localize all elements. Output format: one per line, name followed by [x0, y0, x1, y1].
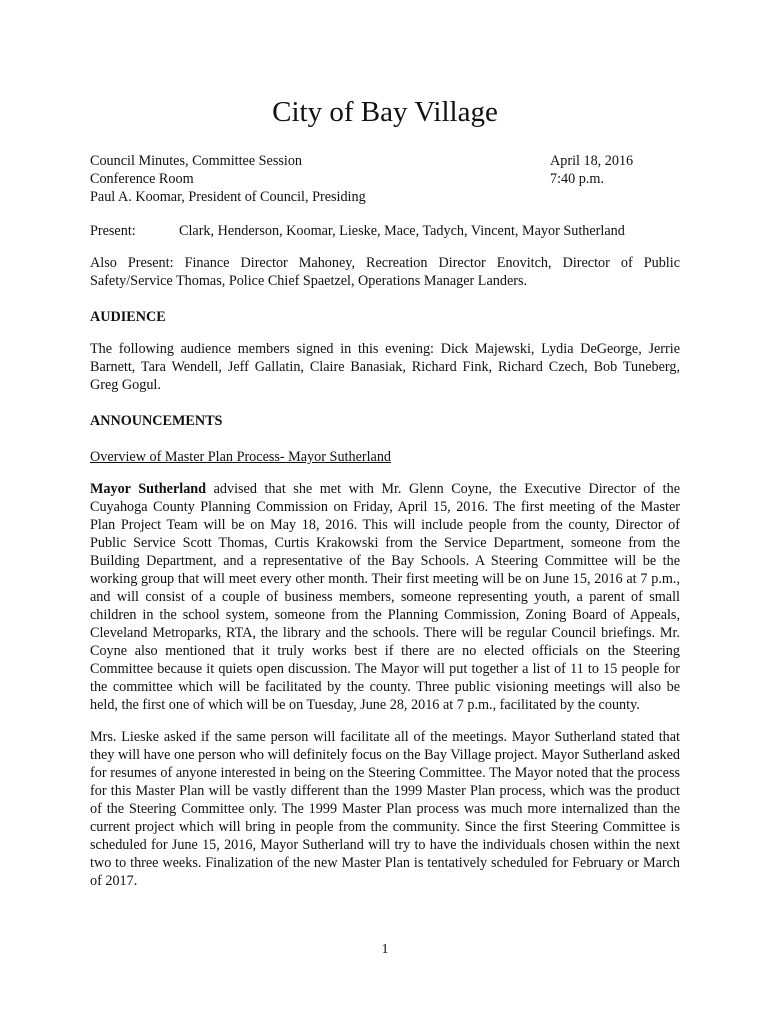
- lieske-paragraph: Mrs. Lieske asked if the same person will facilitate all of the meetings. Mayor Sutherland stated that they will have one person who will definitely focus on the Bay Village project. Mayor Sutherland asked for resumes of anyone interested in being on the Steering Committee. The Mayor noted that the process for this Master Plan will be vastly different than the 1999 Master Plan process, which was the product of the Steering Committee only. The 1999 Master Plan process was much more internalized than the current project which will bring in people from the community. Since the first Steering Committee is scheduled for June 15, 2016, Mayor Sutherland will try to have the individuals chosen within the next two to three weeks. Finalization of the new Master Plan is tentatively scheduled for February or March of 2017.: [90, 729, 680, 889]
- audience-paragraph: The following audience members signed in this evening: Dick Majewski, Lydia DeGeorge, Jerrie Barnett, Tara Wendell, Jeff Gallatin, Claire Banasiak, Richard Fink, Richard Czech, Bob Tuneberg, Greg Gogul.: [90, 341, 680, 393]
- mayor-name-lead: Mayor Sutherland: [90, 481, 207, 497]
- mayor-paragraph: [90, 480, 680, 714]
- header-row-3: [90, 188, 680, 206]
- header-row-1: [90, 152, 680, 170]
- present-label: Present:: [90, 223, 136, 239]
- meeting-location: Conference Room: [90, 171, 194, 187]
- also-present-paragraph: Also Present: Finance Director Mahoney, Recreation Director Enovitch, Director of Public Safety/Service Thomas, Police Chief Spaetzel, Operations Manager Landers.: [90, 255, 680, 289]
- document-page: [90, 94, 680, 890]
- document-title: City of Bay Village: [272, 96, 498, 128]
- meeting-time: 7:40 p.m.: [550, 171, 604, 187]
- audience-heading: AUDIENCE: [90, 309, 166, 325]
- master-plan-subheading: Overview of Master Plan Process- Mayor Sutherland: [90, 449, 392, 465]
- present-line: [90, 222, 680, 240]
- session-type: Council Minutes, Committee Session: [90, 153, 303, 169]
- presiding-officer: Paul A. Koomar, President of Council, Presiding: [90, 189, 366, 205]
- header-row-2: [90, 170, 680, 188]
- announcements-heading: ANNOUNCEMENTS: [90, 413, 223, 429]
- meeting-date: April 18, 2016: [550, 153, 634, 169]
- page-number: 1: [381, 942, 389, 957]
- mayor-paragraph-body: advised that she met with Mr. Glenn Coyne, the Executive Director of the Cuyahoga County Planning Commission on Friday, April 15, 2016. The first meeting of the Master Plan Project Team will be on May 18, 2016. This will include people from the county, Director of Public Service Scott Thomas, Curtis Krakowski from the Service Department, someone from the Building Department, and a representative of the Bay Schools. A Steering Committee will be the working group that will meet every other month. Their first meeting will be on June 15, 2016 at 7 p.m., and will consist of a couple of business members, someone representing youth, a parent of small children in the school system, someone from the Planning Commission, Zoning Board of Appeals, Cleveland Metroparks, RTA, the library and the schools. There will be regular Council briefings. Mr. Coyne also mentioned that it truly works best if there are no elected officials on the Steering Committee because it quiets open discussion. The Mayor will put together a list of 11 to 15 people for the committee which will be facilitated by the county. Three public visioning meetings will also be held, the first one of which will be on Tuesday, June 28, 2016 at 7 p.m., facilitated by the county.: [90, 481, 680, 713]
- present-members: Clark, Henderson, Koomar, Lieske, Mace, Tadych, Vincent, Mayor Sutherland: [179, 223, 625, 239]
